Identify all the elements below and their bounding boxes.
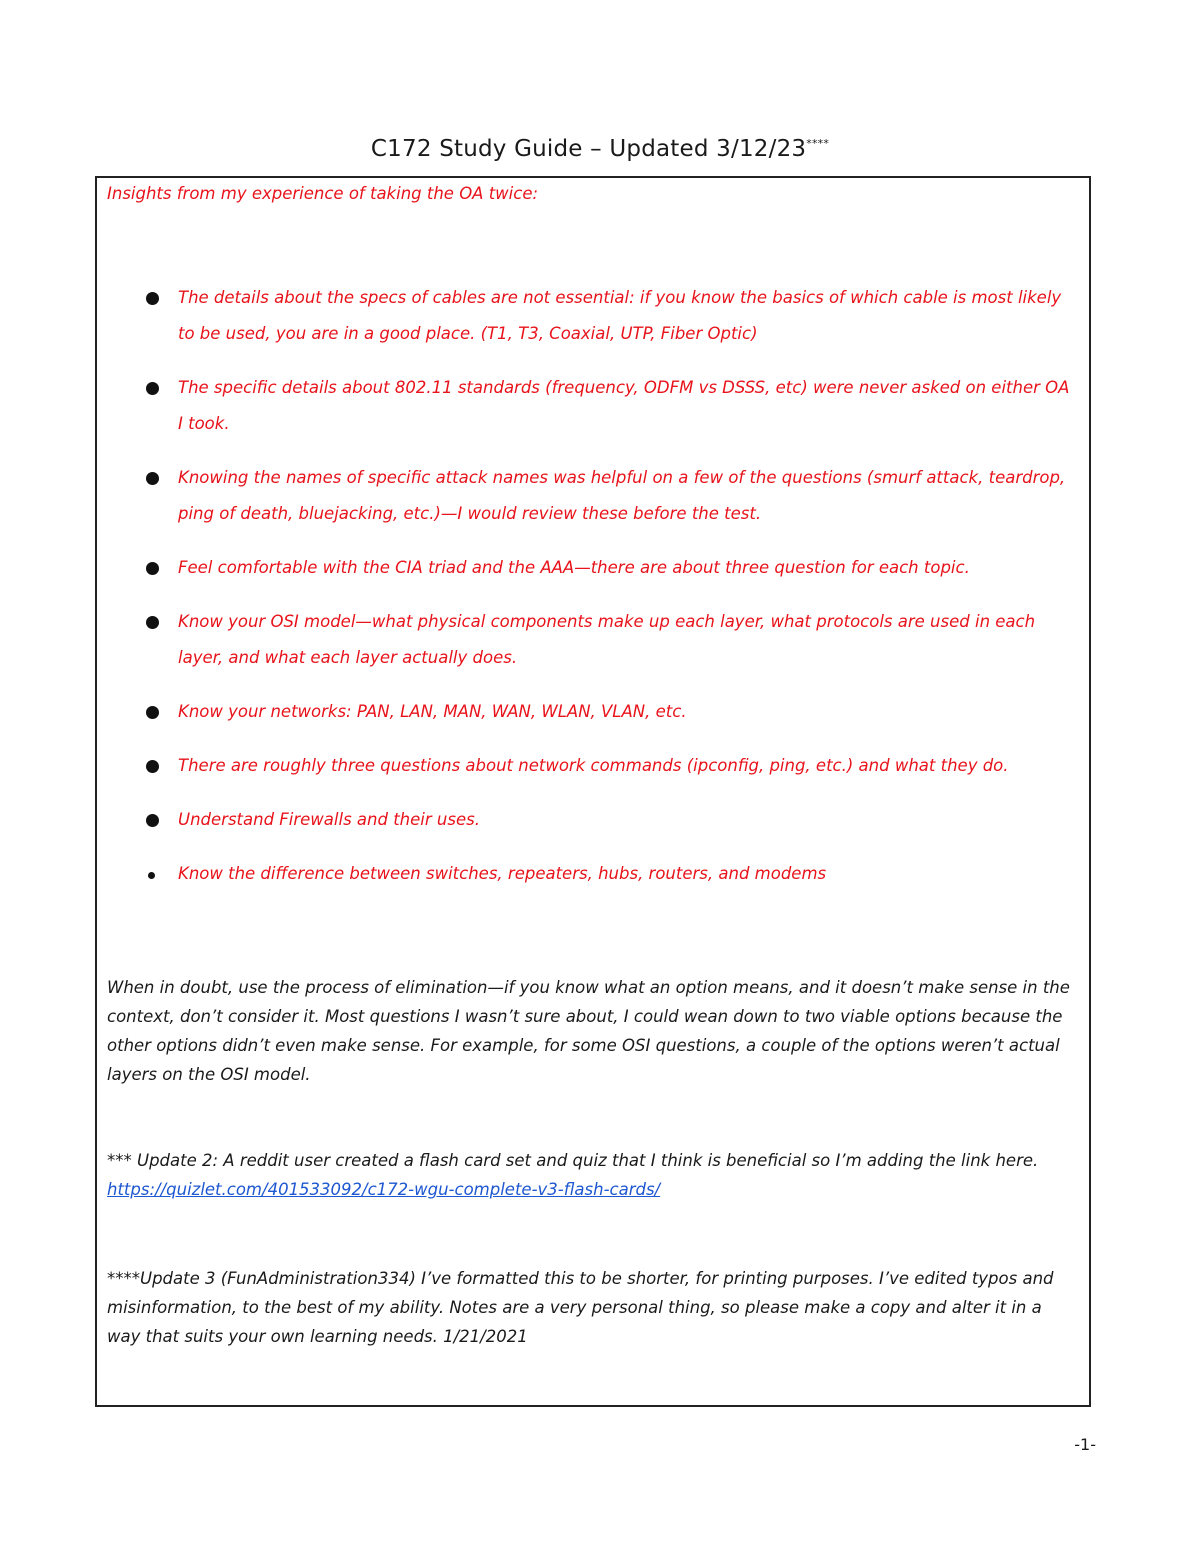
page-title (0, 136, 1200, 162)
intro-text: Insights from my experience of taking the OA twice: (107, 184, 539, 203)
list-item (146, 604, 1076, 676)
title-asterisks: **** (806, 137, 830, 150)
elimination-paragraph: When in doubt, use the process of elimination—if you know what an option means, and it doesn’t make sense in the context, don’t consider it. Most questions I wasn’t sure about, I could wean down to two viable options because the other options didn’t even make sense. For example, for some OSI questions, a couple of the options weren’t actual layers on the OSI model. (107, 978, 1070, 1084)
title-text: C172 Study Guide – Updated 3/12/23 (370, 136, 807, 162)
bullet-icon (146, 706, 159, 719)
list-item-text: The specific details about 802.11 standards (frequency, ODFM vs DSSS, etc) were never asked on either OA I took. (178, 378, 1070, 433)
bullet-icon (146, 382, 159, 395)
bullet-icon (146, 814, 159, 827)
bullet-icon (146, 760, 159, 773)
update-2-paragraph (107, 1146, 1077, 1204)
list-item-text: Know the difference between switches, repeaters, hubs, routers, and modems (178, 864, 827, 883)
list-item-text: There are roughly three questions about network commands (ipconfig, ping, etc.) and what they do. (178, 756, 1009, 775)
tips-list (146, 280, 1076, 910)
list-item (146, 550, 1076, 586)
list-item (146, 856, 1076, 892)
list-item-text: Know your networks: PAN, LAN, MAN, WAN, WLAN, VLAN, etc. (178, 702, 687, 721)
list-item-text: Knowing the names of specific attack names was helpful on a few of the questions (smurf attack, teardrop, ping of death, bluejacking, etc.)—I would review these before the test. (178, 468, 1066, 523)
bullet-icon (148, 872, 155, 879)
update-3-paragraph: ****Update 3 (FunAdministration334) I’ve formatted this to be shorter, for printing purposes. I’ve edited typos and misinformation, to the best of my ability. Notes are a very personal thing, so please make a copy and alter it in a way that suits your own learning needs. 1/21/2021 (107, 1269, 1054, 1346)
list-item (146, 460, 1076, 532)
quizlet-link[interactable]: https://quizlet.com/401533092/c172-wgu-complete-v3-flash-cards/ (107, 1180, 661, 1199)
bullet-icon (146, 562, 159, 575)
update-2-text: *** Update 2: A reddit user created a flash card set and quiz that I think is beneficial so I’m adding the link here. (107, 1151, 1039, 1170)
bullet-icon (146, 292, 159, 305)
list-item-text: Feel comfortable with the CIA triad and the AAA—there are about three question for each topic. (178, 558, 970, 577)
list-item (146, 802, 1076, 838)
bullet-icon (146, 472, 159, 485)
list-item (146, 694, 1076, 730)
page-number: -1- (1074, 1435, 1096, 1454)
insights-box (95, 176, 1091, 1407)
list-item-text: Know your OSI model—what physical components make up each layer, what protocols are used in each layer, and what each layer actually does. (178, 612, 1036, 667)
bullet-icon (146, 616, 159, 629)
list-item (146, 370, 1076, 442)
list-item (146, 280, 1076, 352)
list-item-text: Understand Firewalls and their uses. (178, 810, 480, 829)
list-item-text: The details about the specs of cables are not essential: if you know the basics of which cable is most likely to be used, you are in a good place. (T1, T3, Coaxial, UTP, Fiber Optic) (178, 288, 1062, 343)
list-item (146, 748, 1076, 784)
